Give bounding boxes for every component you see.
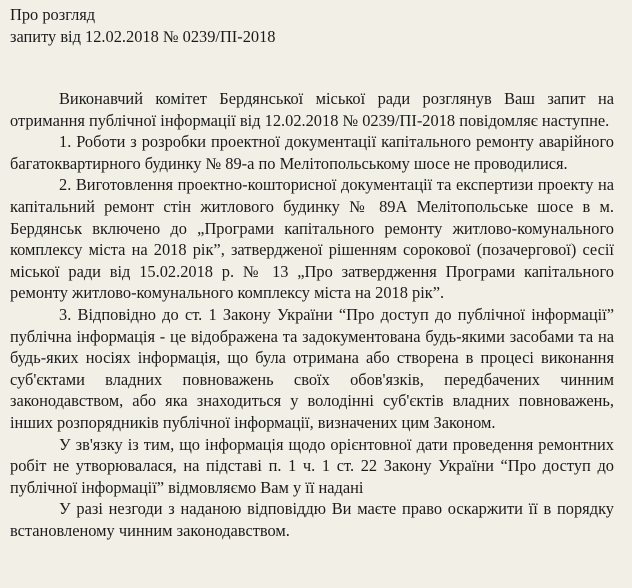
paragraph-appeal: У разі незгоди з наданою відповіддю Ви маєте право оскаржити її в порядку встановленому чинним законодавством. <box>10 499 614 540</box>
subject-line-2: запиту від 12.02.2018 № 0239/ПІ-2018 <box>10 27 276 46</box>
paragraph-intro: Виконавчий комітет Бердянської міської ради розглянув Ваш запит на отримання публічної інформації від 12.02.2018 № 0239/ПІ-2018 повідомляє наступне. <box>10 89 614 130</box>
subject-block <box>10 4 410 48</box>
paragraph-item-2: 2. Виготовлення проектно-кошторисної документації та експертизи проекту на капітальний ремонт стін житлового будинку № 89А Мелітопольське шосе в м. Бердянськ включено до „Програми капітального ремонту житлово-комунального комплексу міста на 2018 рік”, затвердженої рішенням сорокової (позачергової) сесії міської ради від 15.02.2018 р. № 13 „Про затвердження Програми капітального ремонту житлово-комунального комплексу міста на 2018 рік”. <box>10 175 614 303</box>
letter-body <box>10 88 614 541</box>
paragraph-item-1: 1. Роботи з розробки проектної документації капітального ремонту аварійного багатоквартирного будинку № 89-а по Мелітопольському шосе не проводилися. <box>10 132 614 173</box>
paragraph-item-3: 3. Відповідно до ст. 1 Закону України “Про доступ до публічної інформації” публічна інформація - це відображена та задокументована будь-якими засобами та на будь-яких носіях інформація, що була отримана або створена в процесі виконання суб'єктами владних повноважень своїх обов'язків, передбачених чинним законодавством, або яка знаходиться у володінні суб'єктів владних повноважень, інших розпорядників публічної інформації, визначених цим Законом. <box>10 304 614 432</box>
paragraph-refusal: У зв'язку із тим, що інформація щодо орієнтовної дати проведення ремонтних робіт не утворювалася, на підставі п. 1 ч. 1 ст. 22 Закону України “Про доступ до публічної інформації” відмовляємо Вам у її надані <box>10 434 614 497</box>
subject-line-1: Про розгляд <box>10 5 96 24</box>
